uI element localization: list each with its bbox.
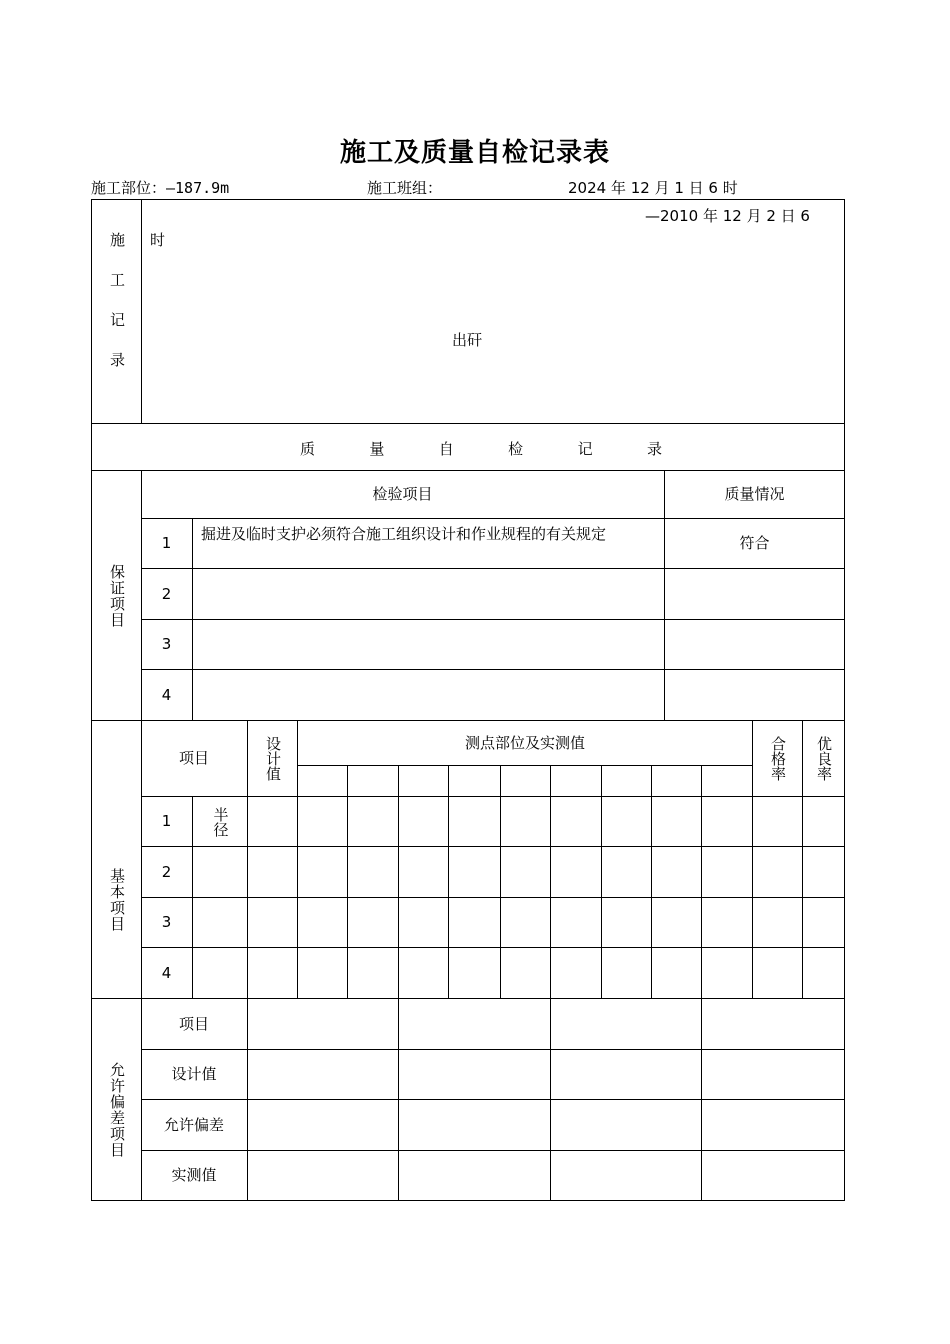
quality-status-header: 质量情况 (724, 485, 785, 503)
tolerance-row-label: 项目 (178, 1014, 209, 1033)
tolerance-row-label: 实测值 (171, 1166, 217, 1184)
basic-row-name: 半径 (211, 806, 230, 837)
basic-row-number: 2 (161, 862, 172, 881)
guarantee-row-quality: 符合 (739, 534, 770, 552)
end-date: —2010 年 12 月 2 日 6 (645, 207, 810, 225)
design-value-header: 设计值 (264, 736, 282, 781)
guarantee-row-number: 3 (161, 635, 172, 653)
excellent-rate-header: 优良率 (815, 736, 833, 781)
basic-items-label: 基本项目 (108, 867, 126, 932)
guarantee-row-number: 2 (161, 584, 172, 603)
construction-content: 出矸 (452, 331, 483, 349)
guarantee-row-number: 4 (161, 685, 172, 704)
guarantee-row-number: 1 (161, 534, 172, 552)
basic-row-number: 1 (161, 812, 172, 830)
construction-team: 施工班组： (367, 179, 443, 197)
basic-item-header: 项目 (178, 749, 209, 767)
guarantee-row-item: 掘进及临时支护必须符合施工组织设计和作业规程的有关规定 (201, 525, 607, 543)
start-date: 2024 年 12 月 1 日 6 时 (568, 179, 738, 197)
guarantee-items-label: 保证项目 (108, 563, 126, 628)
construction-location: 施工部位：—187.9m (91, 179, 230, 197)
quality-check-heading: 质 量 自 检 记 录 (300, 440, 662, 458)
inspection-item-header: 检验项目 (372, 485, 433, 503)
tolerance-items-label: 允许偏差项目 (108, 1061, 126, 1158)
tolerance-row-label: 设计值 (171, 1065, 217, 1083)
end-time-unit: 时 (150, 231, 166, 249)
basic-row-number: 3 (161, 913, 172, 931)
form-title: 施工及质量自检记录表 (339, 138, 610, 168)
basic-row-number: 4 (161, 963, 172, 982)
pass-rate-header: 合格率 (769, 736, 787, 781)
construction-record-label: 施工记录 (108, 231, 126, 392)
measurement-points-header: 测点部位及实测值 (464, 733, 585, 752)
tolerance-row-label: 允许偏差 (163, 1115, 224, 1134)
